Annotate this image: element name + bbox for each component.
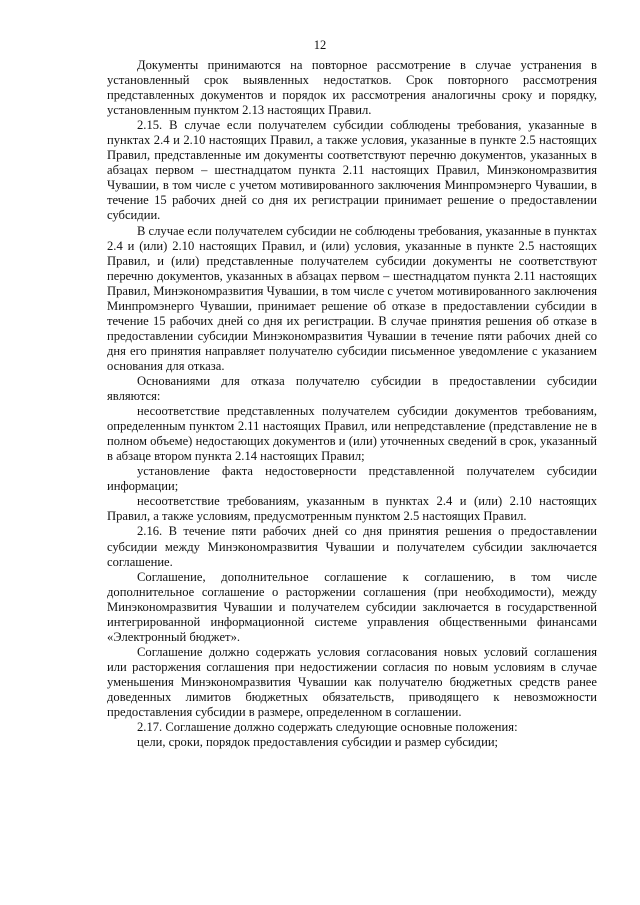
paragraph: несоответствие представленных получателем субсидии документов требованиям, определенным пунктом 2.11 настоящих Правил, или непредставление (представление не в полном объеме) недостающих документов и (или) уточненных сведений в срок, указанный в абзаце втором пункта 2.14 настоящих Правил; [107,404,597,464]
paragraph: установление факта недостоверности представленной получателем субсидии информации; [107,464,597,494]
paragraph: 2.16. В течение пяти рабочих дней со дня принятия решения о предоставлении субсидии между Минэкономразвития Чувашии и получателем субсидии заключается соглашение. [107,524,597,569]
paragraph: цели, сроки, порядок предоставления субсидии и размер субсидии; [137,735,499,750]
paragraph: 2.15. В случае если получателем субсидии соблюдены требования, указанные в пунктах 2.4 и 2.10 настоящих Правил, а также условия, указанные в пункте 2.5 настоящих Правил, представленные им документы соответствуют перечню документов, указанных в абзацах первом – шестнадцатом пункта 2.11 настоящих Правил, Минэкономразвития Чувашии, в том числе с учетом мотивированного заключения Минпромэнерго Чувашии, в течение 15 рабочих дней со дня их регистрации принимает решение о предоставлении субсидии. [107,118,597,223]
page-number: 12 [313,38,327,52]
document-body [107,58,597,750]
paragraph: Соглашение, дополнительное соглашение к соглашению, в том числе дополнительное соглашение о расторжении соглашения (при необходимости), между Минэкономразвития Чувашии и получателем субсидии заключается в государственной интегрированной информационной системе управления общественными финансами «Электронный бюджет». [107,569,597,644]
paragraph: Основаниями для отказа получателю субсидии в предоставлении субсидии являются: [107,373,597,404]
paragraph: Соглашение должно содержать условия согласования новых условий соглашения или расторжения соглашения при недостижении согласия по новым условиям в случае уменьшения Минэкономразвития Чувашии как получателю бюджетных средств ранее доведенных лимитов бюджетных обязательств, приводящего к невозможности предоставления субсидии в размере, определенном в соглашении. [107,644,597,720]
paragraph: 2.17. Соглашение должно содержать следующие основные положения: [137,720,518,735]
paragraph: Документы принимаются на повторное рассмотрение в случае устранения в установленный срок выявленных недостатков. Срок повторного рассмотрения представленных документов и порядок их рассмотрения аналогичны сроку и порядку, установленным пунктом 2.13 настоящих Правил. [107,58,597,118]
paragraph: В случае если получателем субсидии не соблюдены требования, указанные в пунктах 2.4 и (или) 2.10 настоящих Правил, и (или) условия, указанные в пункте 2.5 настоящих Правил, и (или) представленные получателем субсидии документы не соответствуют перечню документов, указанных в абзацах первом – шестнадцатом пункта 2.11 настоящих Правил, Минэкономразвития Чувашии, в том числе с учетом мотивированного заключения Минпромэнерго Чувашии, принимает решение об отказе в предоставлении субсидии в течение 15 рабочих дней со дня их регистрации. В случае принятия решения об отказе в предоставлении субсидии Минэкономразвития Чувашии в течение пяти рабочих дней со дня его принятия направляет получателю субсидии письменное уведомление с указанием основания для отказа. [107,223,597,373]
paragraph: несоответствие требованиям, указанным в пунктах 2.4 и (или) 2.10 настоящих Правил, а также условиям, предусмотренным пунктом 2.5 настоящих Правил. [107,494,597,524]
